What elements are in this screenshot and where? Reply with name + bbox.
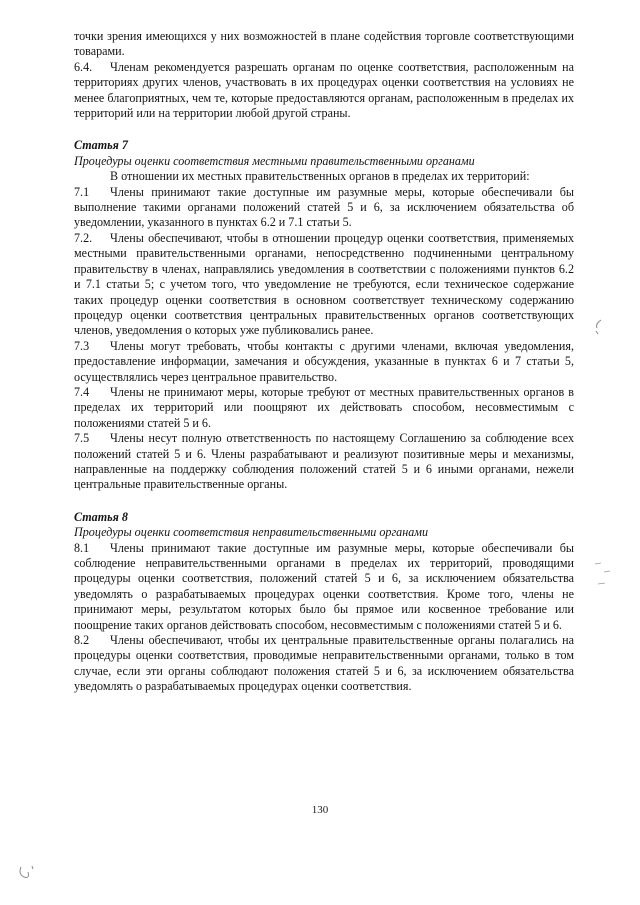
- page-number: 130: [311, 804, 329, 816]
- paragraph-number: 7.4: [74, 384, 90, 399]
- paragraph-number: 8.2: [74, 633, 90, 648]
- paragraph-text: Члены принимают такие доступные им разумные меры, которые обеспечивали бы соблюдение неправительственными органами в пределах их территорий, проводящими процедуры оценки соответствия, положений статей 5 и 6, за исключением обязательства уведомлять о разрабатываемых процедурах оценки соответствия. Кроме того, члены не принимают меры, результатом которых было бы прямое или косвенное требование или поощрение таких органов действовать способом, несовместимым с положениями статей 5 и 6.: [74, 540, 574, 632]
- paragraph-text: Членам рекомендуется разрешать органам по оценке соответствия, расположенным на территориях других членов, участвовать в их процедурах оценки соответствия на условиях не менее благоприятных, чем те, которые предоставляются органам, расположенным в пределах их территорий или на территории любой другой страны.: [74, 59, 574, 121]
- paragraph-7-4: [74, 385, 574, 431]
- article-8-title: Статья 8: [74, 509, 128, 524]
- paragraph-number: 7.1: [74, 184, 90, 199]
- paragraph-number: 7.2.: [74, 230, 93, 245]
- article-7-lead: В отношении их местных правительственных органов в пределах их территорий:: [110, 169, 530, 184]
- scan-mark-icon: [592, 560, 612, 590]
- paragraph-7-3: [74, 339, 574, 385]
- article-7-subtitle: Процедуры оценки соответствия местными правительственными органами: [74, 153, 475, 168]
- paragraph-6-4: [74, 60, 574, 122]
- paragraph-text: Члены несут полную ответственность по настоящему Соглашению за соблюдение всех положений статей 5 и 6. Члены разрабатывают и реализуют позитивные меры и механизмы, направленные на поддержку соблюдения положений статей 5 и 6 иными органами, нежели центральные правительственные органы.: [74, 431, 574, 492]
- paragraph-7-1: [74, 185, 574, 231]
- paragraph-7-5: [74, 431, 574, 493]
- paragraph-7-2: [74, 231, 574, 339]
- paragraph-number: 6.4.: [74, 59, 93, 74]
- document-body: [74, 29, 574, 695]
- paragraph-text: Члены принимают такие доступные им разумные меры, которые обеспечивали бы выполнение такими органами положений статей 5 и 6, за исключением обязательства об уведомлении, указанного в пунктах 6.2 и 7.1 статьи 5.: [74, 184, 574, 230]
- paragraph-8-2: [74, 633, 574, 695]
- paragraph-number: 7.5: [74, 431, 90, 446]
- continuation-paragraph: точки зрения имеющихся у них возможностей в плане содействия торговле соответствующими товарами.: [74, 29, 574, 59]
- paragraph-text: Члены обеспечивают, чтобы в отношении процедур оценки соответствия, применяемых местными правительственными органами, непосредственно подчиненными центральному правительству в членах, направлялись уведомления в соответствии с положениями пунктов 6.2 и 7.1 статьи 5; с учетом того, что уведомление не требуются, если техническое содержание таких процедур оценки соответствия в основном соответствует техническому содержанию процедур оценки соответствия центральных правительственных органов соответствующих членов, уведомления о которых уже публиковались ранее.: [74, 230, 574, 338]
- article-7-title: Статья 7: [74, 138, 128, 153]
- scan-mark-icon: [592, 318, 606, 336]
- scan-mark-icon: [16, 862, 38, 884]
- paragraph-text: Члены не принимают меры, которые требуют от местных правительственных органов в пределах их территорий или поощряют их действовать способом, несовместимым с положениями статей 5 и 6.: [74, 384, 574, 430]
- paragraph-number: 8.1: [74, 540, 90, 555]
- paragraph-number: 7.3: [74, 338, 90, 353]
- article-8-subtitle: Процедуры оценки соответствия неправительственными органами: [74, 525, 429, 540]
- paragraph-text: Члены обеспечивают, чтобы их центральные правительственные органы полагались на процедуры оценки соответствия, проводимые неправительственными органами, только в том случае, если эти органы соблюдают положения статей 5 и 6, за исключением обязательства уведомлять о разрабатываемых процедурах оценки соответствия.: [74, 633, 574, 694]
- paragraph-text: Члены могут требовать, чтобы контакты с другими членами, включая уведомления, предоставление информации, замечания и обсуждения, указанные в пунктах 6 и 7 статьи 5, осуществлялись через центральное правительство.: [74, 338, 574, 384]
- paragraph-8-1: [74, 541, 574, 633]
